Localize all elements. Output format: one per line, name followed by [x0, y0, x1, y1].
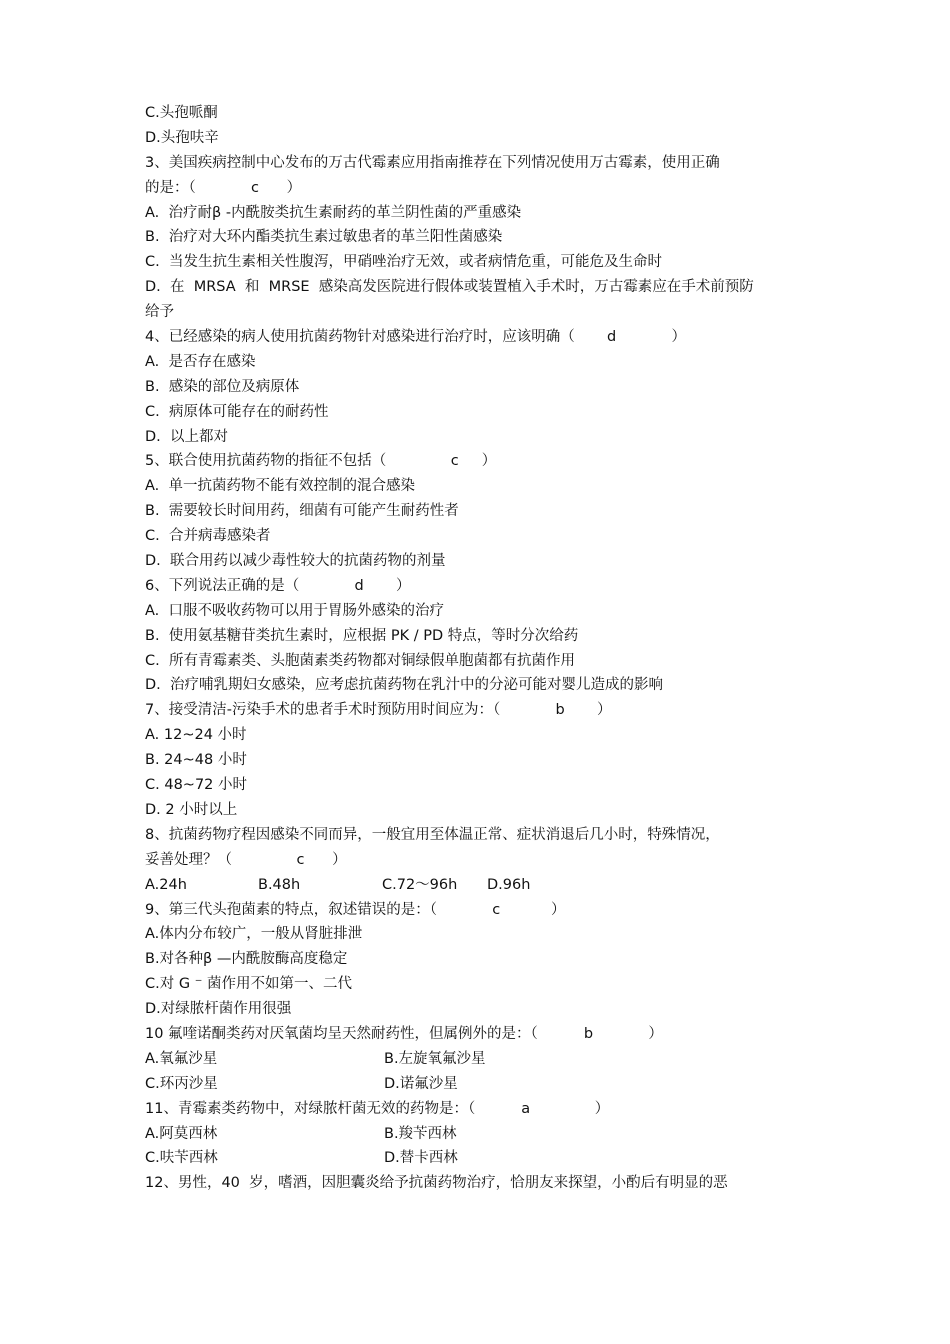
question-3-stem: 3、美国疾病控制中心发布的万古代霉素应用指南推荐在下列情况使用万古霉素，使用正确 [145, 154, 720, 171]
question-6-option-b: B. 使用氨基糖苷类抗生素时，应根据 PK / PD 特点，等时分次给药 [145, 627, 579, 644]
question-6-option-d: D. 治疗哺乳期妇女感染，应考虑抗菌药物在乳汁中的分泌可能对婴儿造成的影响 [145, 677, 663, 694]
question-11-option-d: D.替卡西林 [384, 1150, 458, 1167]
question-7-option-b: B. 24~48 小时 [145, 752, 247, 769]
question-9-option-a: A.体内分布较广，一般从肾脏排泄 [145, 926, 363, 943]
question-8-option-a: A.24h [145, 876, 187, 893]
question-10-options-row-1 [145, 1047, 815, 1072]
question-10-options-row-2 [145, 1072, 815, 1097]
question-3-stem-cont: 的是：（ c ） [145, 179, 302, 196]
question-10-option-a: A.氧氟沙星 [145, 1050, 218, 1067]
question-11-options-row-2 [145, 1146, 815, 1171]
question-7-option-a: A. 12~24 小时 [145, 727, 247, 744]
question-6-option-a: A. 口服不吸收药物可以用于胃肠外感染的治疗 [145, 602, 444, 619]
question-9-option-d: D.对绿脓杆菌作用很强 [145, 1001, 292, 1018]
question-3-option-c: C. 当发生抗生素相关性腹泻，甲硝唑治疗无效，或者病情危重，可能危及生命时 [145, 254, 662, 271]
question-3-option-a: A. 治疗耐β -内酰胺类抗生素耐药的革兰阴性菌的严重感染 [145, 204, 522, 221]
question-11-option-b: B.羧苄西林 [384, 1125, 457, 1142]
question-5-option-d: D. 联合用药以减少毒性较大的抗菌药物的剂量 [145, 553, 446, 570]
question-10-option-c: C.环丙沙星 [145, 1075, 218, 1092]
question-11-option-c: C.呋苄西林 [145, 1150, 218, 1167]
question-3-option-d: D. 在 MRSA 和 MRSE 感染高发医院进行假体或装置植入手术时，万古霉素应在手术前预防 [145, 279, 754, 296]
question-4-option-d: D. 以上都对 [145, 428, 228, 445]
question-5-option-a: A. 单一抗菌药物不能有效控制的混合感染 [145, 478, 415, 495]
question-7-stem: 7、接受清洁-污染手术的患者手术时预防用时间应为：（ b ） [145, 702, 612, 719]
question-10-option-b: B.左旋氧氟沙星 [384, 1050, 486, 1067]
question-5-option-b: B. 需要较长时间用药，细菌有可能产生耐药性者 [145, 503, 459, 520]
question-4-option-b: B. 感染的部位及病原体 [145, 378, 300, 395]
question-4-stem: 4、已经感染的病人使用抗菌药物针对感染进行治疗时，应该明确（ d ） [145, 329, 687, 346]
question-8-option-b: B.48h [258, 876, 301, 893]
option-line: D.头孢呋辛 [145, 129, 219, 146]
question-6-option-c: C. 所有青霉素类、头胞菌素类药物都对铜绿假单胞菌都有抗菌作用 [145, 652, 575, 669]
question-11-options-row-1 [145, 1122, 815, 1147]
question-4-option-a: A. 是否存在感染 [145, 353, 256, 370]
question-6-stem: 6、下列说法正确的是（ d ） [145, 577, 411, 594]
question-9-option-c: C.对 G ⁻ 菌作用不如第一、二代 [145, 976, 352, 993]
question-8-option-d: D.96h [487, 876, 531, 893]
question-12-stem: 12、男性，40 岁，嗜酒，因胆囊炎给予抗菌药物治疗，恰朋友来探望，小酌后有明显的恶 [145, 1175, 728, 1192]
question-11-option-a: A.阿莫西林 [145, 1125, 218, 1142]
question-5-stem: 5、联合使用抗菌药物的指征不包括（ c ） [145, 453, 497, 470]
question-7-option-c: C. 48~72 小时 [145, 777, 248, 794]
question-9-option-b: B.对各种β —内酰胺酶高度稳定 [145, 951, 348, 968]
question-8-options [145, 873, 815, 898]
question-9-stem: 9、第三代头孢菌素的特点，叙述错误的是：（ c ） [145, 901, 566, 918]
question-8-option-c: C.72～96h [382, 876, 458, 893]
question-3-option-d-cont: 给予 [145, 304, 174, 321]
question-7-option-d: D. 2 小时以上 [145, 801, 238, 818]
question-5-option-c: C. 合并病毒感染者 [145, 528, 271, 545]
question-8-stem-cont: 妥善处理？（ c ） [145, 851, 347, 868]
option-line: C.头孢哌酮 [145, 105, 218, 121]
question-8-stem: 8、抗菌药物疗程因感染不同而异，一般宜用至体温正常、症状消退后几小时，特殊情况， [145, 826, 720, 843]
question-11-stem: 11、青霉素类药物中，对绿脓杆菌无效的药物是：（ a ） [145, 1100, 610, 1117]
document-page [145, 101, 815, 1196]
question-10-stem: 10 氟喹诺酮类药对厌氧菌均呈天然耐药性，但属例外的是：（ b ） [145, 1025, 663, 1042]
question-4-option-c: C. 病原体可能存在的耐药性 [145, 403, 329, 420]
question-3-option-b: B. 治疗对大环内酯类抗生素过敏患者的革兰阳性菌感染 [145, 229, 503, 246]
question-10-option-d: D.诺氟沙星 [384, 1075, 458, 1092]
